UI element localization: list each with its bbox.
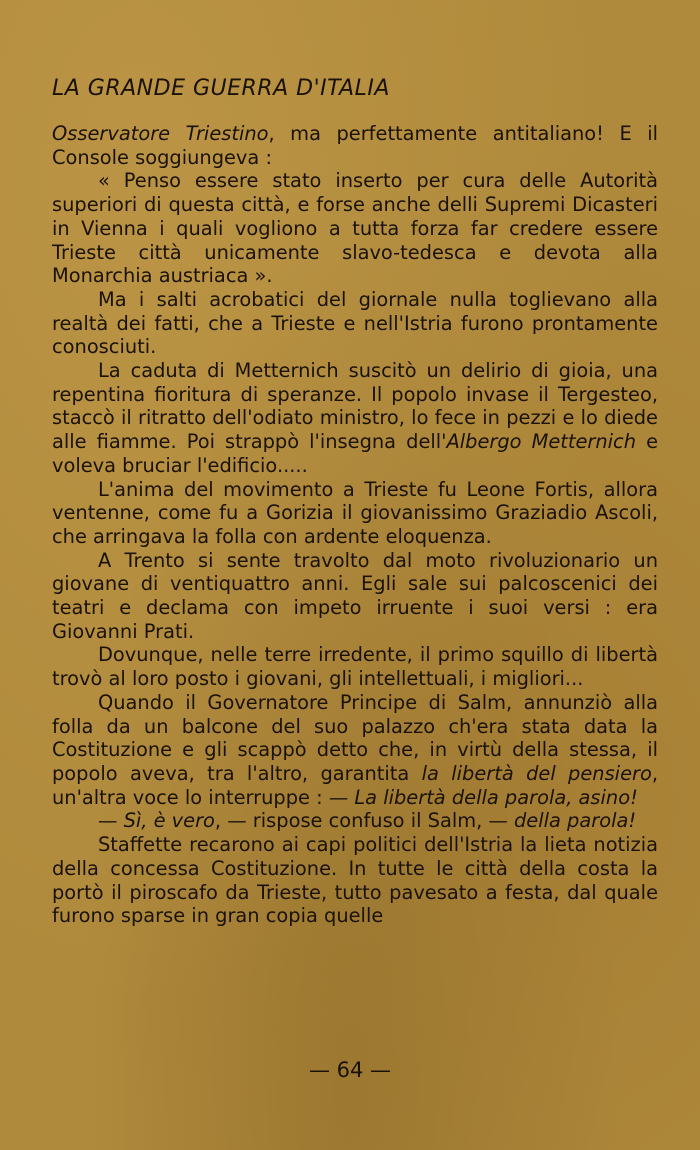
paragraph-4 bbox=[52, 359, 658, 478]
paragraph-6: A Trento si sente travolto dal moto rivoluzionario un giovane di ventiquattro anni. Egli sale sui palcoscenici dei teatri e declama con impeto irruente i suoi versi : era Giovanni Prati. bbox=[52, 548, 658, 643]
hotel-name: Albergo Metternich bbox=[446, 430, 636, 454]
paragraph-8-text-a: Quando il Governatore Principe di Salm, annunziò alla folla da un balcone del suo palazzo ch'era stata data la Costituzione e gli scappò detto che, in virtù della stessa, il popolo aveva, tra l'altro, garantita bbox=[52, 690, 658, 785]
paragraph-9-italic-b: della parola! bbox=[513, 809, 637, 833]
paragraph-9-italic-a: Sì, è vero bbox=[123, 809, 215, 833]
paragraph-7: Dovunque, nelle terre irredente, il primo squillo di libertà trovò al loro posto i giovani, gli intellettuali, i migliori... bbox=[52, 643, 658, 691]
newspaper-title: Osservatore Triestino bbox=[52, 122, 269, 145]
paragraph-3: Ma i salti acrobatici del giornale nulla toglievano alla realtà dei fatti, che a Trieste e nell'Istria furono prontamente conosciuti. bbox=[52, 287, 658, 359]
paragraph-8-italic-a: la libertà del pensiero bbox=[421, 761, 652, 785]
paragraph-1 bbox=[52, 122, 658, 169]
paragraph-4-text-a: La caduta di Metternich suscitò un delirio di gioia, una repentina fioritura di speranze. Il popolo invase il Tergesteo, staccò il ritratto dell'odiato ministro, lo fece in pezzi e lo diede alle fiamme. Poi strappò l'insegna dell' bbox=[52, 359, 658, 454]
paragraph-9-dash: — bbox=[98, 809, 124, 833]
running-head: LA GRANDE GUERRA D'ITALIA bbox=[52, 76, 390, 101]
paragraph-5: L'anima del movimento a Trieste fu Leone Fortis, allora ventenne, come fu a Gorizia il giovanissimo Graziadio Ascoli, che arringava la folla con ardente eloquenza. bbox=[52, 477, 658, 548]
page-number: — 64 — bbox=[308, 1058, 392, 1082]
paragraph-10: Staffette recarono ai capi politici dell'Istria la lieta notizia della concessa Costituzione. In tutte le città della costa la portò il piroscafo da Trieste, tutto pavesato a festa, dal quale furono sparse in gran copia quelle bbox=[52, 833, 658, 928]
paragraph-8-text-b: , un'altra voce lo interruppe : — bbox=[52, 761, 659, 809]
paragraph-4-text-b: e voleva bruciar l'edificio..... bbox=[52, 430, 659, 477]
body-text bbox=[52, 122, 658, 928]
paragraph-2: « Penso essere stato inserto per cura delle Autorità superiori di questa città, e forse anche delli Supremi Dicasteri in Vienna i quali vogliono a tutta forza far credere essere Trieste città unicamente slavo-tedesca e devota alla Monarchia austriaca ». bbox=[52, 169, 658, 288]
paragraph-9-text: , — rispose confuso il Salm, — bbox=[214, 809, 514, 833]
paragraph-8 bbox=[52, 691, 658, 810]
paragraph-1-text: , ma perfettamente antitaliano! E il Console soggiungeva : bbox=[52, 122, 658, 169]
paragraph-8-italic-b: La libertà della parola, asino! bbox=[354, 785, 638, 809]
paragraph-9 bbox=[52, 809, 658, 833]
